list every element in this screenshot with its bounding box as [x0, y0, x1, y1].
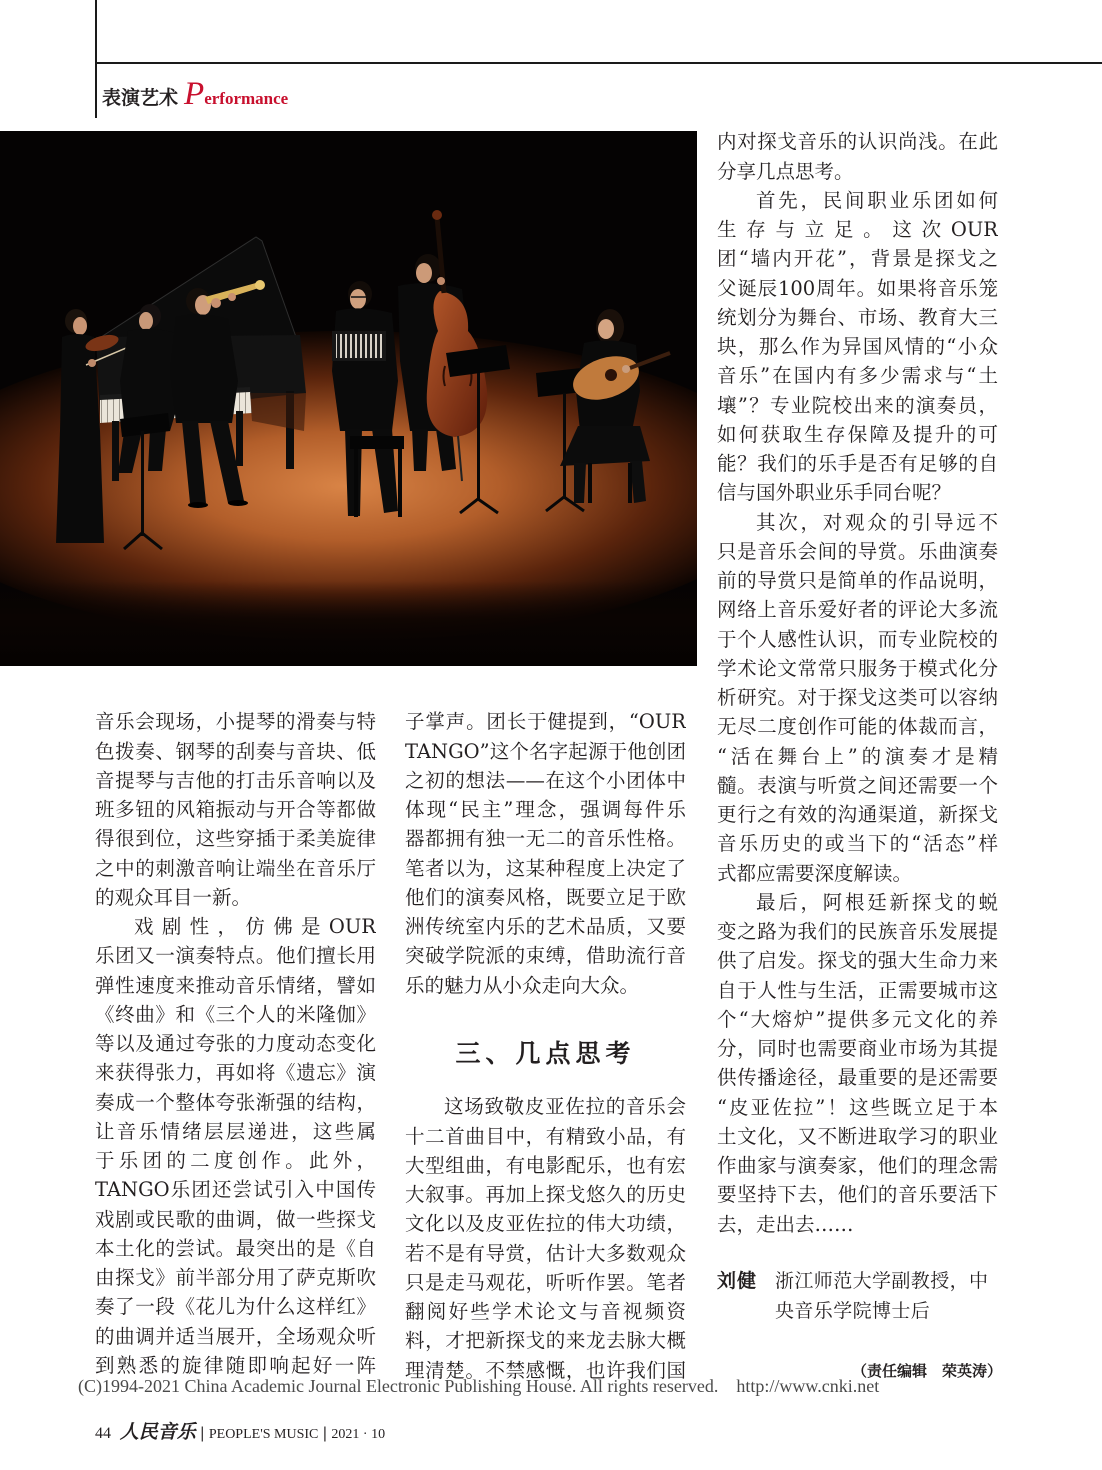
- paragraph: [717, 888, 998, 1239]
- author-block: [717, 1266, 1002, 1326]
- text-line: 的曲调并适当展开，全场观众听: [95, 1324, 376, 1348]
- page-footer: [95, 1420, 385, 1444]
- text-line: 内对探戈音乐的认识尚浅。在此: [717, 130, 998, 154]
- section-title-cn: 表演艺术: [102, 87, 179, 109]
- text-line: 去，走出去……: [717, 1212, 854, 1236]
- text-line: 《终曲》和《三个人的米隆伽》: [95, 1002, 376, 1026]
- paragraph: [717, 127, 998, 186]
- text-line: 髓。表演与听赏之间还需要一个: [717, 773, 998, 797]
- text-line: 大叙事。再加上探戈悠久的历史: [405, 1183, 686, 1207]
- text-line: 供传播途径，最重要的是还需要: [717, 1066, 998, 1090]
- text-line: 这场致敬皮亚佐拉的音乐会: [444, 1095, 686, 1119]
- journal-name-en: PEOPLE'S MUSIC: [208, 1427, 319, 1442]
- text-line: 笔者以为，这某种程度上决定了: [405, 856, 686, 880]
- column-middle-top: [405, 707, 686, 1000]
- text-line: 析研究。对于探戈这类可以容纳: [717, 686, 998, 710]
- page-number: 44: [95, 1425, 111, 1442]
- editor-note: （责任编辑 荣英涛）: [851, 1362, 1002, 1380]
- text-line: 只是音乐会间的导赏。乐曲演奏: [717, 539, 998, 563]
- author-bio: [775, 1266, 988, 1326]
- text-line: 父诞辰100周年。如果将音乐笼: [717, 276, 998, 300]
- text-line: 让音乐情绪层层递进，这些属: [95, 1119, 376, 1143]
- text-line: 大型组曲，有电影配乐，也有宏: [405, 1153, 686, 1177]
- text-line: 无尽二度创作可能的体裁而言，: [717, 715, 998, 739]
- text-line: 作曲家与演奏家，他们的理念需: [717, 1154, 998, 1178]
- header-rule-vertical: [95, 0, 97, 118]
- text-line: 来获得张力，再如将《遗忘》演: [95, 1061, 376, 1085]
- text-line: “活在舞台上”的演奏才是精: [717, 744, 998, 768]
- text-line: 突破学院派的束缚，借助流行音: [405, 944, 686, 968]
- text-line: 色拨奏、钢琴的刮奏与音块、低: [95, 739, 376, 763]
- text-line: 更行之有效的沟通渠道，新探戈: [717, 803, 998, 827]
- text-line: 前的导赏只是简单的作品说明，: [717, 569, 998, 593]
- issue-number: 2021 · 10: [331, 1427, 386, 1442]
- column-middle-bottom: [405, 1092, 686, 1385]
- paragraph: [717, 186, 998, 508]
- paragraph: [405, 707, 686, 1000]
- text-line: 理清楚。不禁感慨，也许我们国: [405, 1358, 686, 1382]
- text-line: 网络上音乐爱好者的评论大多流: [717, 598, 998, 622]
- text-line: 得很到位，这些穿插于柔美旋律: [95, 827, 376, 851]
- paragraph: [405, 1092, 686, 1385]
- text-line: TANGO乐团还尝试引入中国传: [95, 1178, 376, 1202]
- text-line: 学术论文常常只服务于模式化分: [717, 656, 998, 680]
- text-line: 音乐”在国内有多少需求与“土: [717, 364, 998, 388]
- text-line: 生存与立足。这次OUR: [717, 218, 998, 242]
- text-line: 自于人性与生活，正需要城市这: [717, 978, 998, 1002]
- concert-photo: [0, 131, 697, 666]
- text-line: 要坚持下去，他们的音乐要活下: [717, 1183, 998, 1207]
- text-line: 音乐会现场，小提琴的滑奏与特: [95, 710, 376, 734]
- text-line: 其次，对观众的引导远不: [756, 510, 998, 534]
- text-line: 之中的刺激音响让端坐在音乐厅: [95, 856, 376, 880]
- text-line: 分享几点思考。: [717, 159, 854, 183]
- text-line: 最后，阿根廷新探戈的蜕: [756, 890, 998, 914]
- text-line: 料，才把新探戈的来龙去脉大概: [405, 1329, 686, 1353]
- stage-front-edge: [0, 581, 697, 666]
- text-line: 壤”？专业院校出来的演奏员，: [717, 393, 998, 417]
- column-right: [717, 127, 998, 1239]
- text-line: 体现“民主”理念，强调每件乐: [405, 798, 686, 822]
- paragraph: [95, 912, 376, 1380]
- column-left: [95, 707, 376, 1380]
- text-line: 只是走马观花，听听作罢。笔者: [405, 1270, 686, 1294]
- author-bio-line: 浙江师范大学副教授，中: [775, 1270, 989, 1292]
- footer-separator: |: [322, 1424, 328, 1442]
- text-line: 于乐团的二度创作。此外，: [95, 1149, 376, 1173]
- text-line: 器都拥有独一无二的音乐性格。: [405, 827, 686, 851]
- section-title-en: erformance: [204, 89, 289, 108]
- text-line: 分，同时也需要商业市场为其提: [717, 1037, 998, 1061]
- text-line: 音乐历史的或当下的“活态”样: [717, 832, 998, 856]
- text-line: 奏了一段《花儿为什么这样红》: [95, 1295, 376, 1319]
- text-line: 子掌声。团长于健提到，“OUR: [405, 710, 686, 734]
- text-line: 乐的魅力从小众走向大众。: [405, 973, 640, 997]
- text-line: 本土化的尝试。最突出的是《自: [95, 1236, 376, 1260]
- author-bio-line: 央音乐学院博士后: [775, 1300, 931, 1322]
- text-line: 个“大熔炉”提供多元文化的养: [717, 1007, 998, 1031]
- text-line: 洲传统室内乐的艺术品质，又要: [405, 915, 686, 939]
- header-rule-horizontal: [95, 62, 1102, 64]
- text-line: 的观众耳目一新。: [95, 885, 252, 909]
- footer-separator: |: [199, 1424, 205, 1442]
- text-line: 等以及通过夸张的力度动态变化: [95, 1032, 376, 1056]
- text-line: 他们的演奏风格，既要立足于欧: [405, 885, 686, 909]
- text-line: 首先，民间职业乐团如何: [756, 188, 998, 212]
- text-line: 戏剧或民歌的曲调，做一些探戈: [95, 1207, 376, 1231]
- text-line: 戏剧性，仿佛是OUR: [134, 915, 376, 939]
- text-line: 音提琴与吉他的打击乐音响以及: [95, 768, 376, 792]
- section-title-initial: P: [184, 76, 205, 112]
- text-line: 于个人感性认识，而专业院校的: [717, 627, 998, 651]
- text-line: 能？我们的乐手是否有足够的自: [717, 452, 998, 476]
- text-line: 供了启发。探戈的强大生命力来: [717, 949, 998, 973]
- text-line: 十二首曲目中，有精致小品，有: [405, 1124, 686, 1148]
- text-line: 班多钮的风箱振动与开合等都做: [95, 798, 376, 822]
- text-line: 若不是有导赏，估计大多数观众: [405, 1241, 686, 1265]
- text-line: 到熟悉的旋律随即响起好一阵: [95, 1353, 376, 1377]
- text-line: 乐团又一演奏特点。他们擅长用: [95, 944, 376, 968]
- paragraph: [717, 508, 998, 888]
- text-line: 文化以及皮亚佐拉的伟大功绩，: [405, 1212, 686, 1236]
- text-line: 信与国外职业乐手同台呢？: [717, 481, 952, 505]
- section-header: [102, 76, 288, 112]
- text-line: 奏成一个整体夸张渐强的结构，: [95, 1090, 376, 1114]
- text-line: 如何获取生存保障及提升的可: [717, 422, 998, 446]
- author-name: 刘健: [717, 1270, 758, 1292]
- copyright-notice: (C)1994-2021 China Academic Journal Electronic Publishing House. All rights reserved. http://www.cnki.net: [78, 1376, 880, 1396]
- text-line: 由探戈》前半部分用了萨克斯吹: [95, 1266, 376, 1290]
- text-line: 之初的想法——在这个小团体中: [405, 768, 686, 792]
- text-line: 块，那么作为异国风情的“小众: [717, 335, 998, 359]
- section-heading: 三、几点思考: [455, 1039, 636, 1068]
- text-line: 团“墙内开花”，背景是探戈之: [717, 247, 998, 271]
- text-line: TANGO”这个名字起源于他创团: [405, 739, 686, 763]
- paragraph: [95, 707, 376, 912]
- text-line: 式都应需要深度解读。: [717, 861, 913, 885]
- journal-name-cn: 人民音乐: [119, 1421, 196, 1443]
- text-line: 翻阅好些学术论文与音视频资: [405, 1300, 686, 1324]
- text-line: 弹性速度来推动音乐情绪，譬如: [95, 973, 376, 997]
- text-line: 统划分为舞台、市场、教育大三: [717, 305, 998, 329]
- text-line: 变之路为我们的民族音乐发展提: [717, 920, 998, 944]
- text-line: “皮亚佐拉”！这些既立足于本: [717, 1095, 998, 1119]
- text-line: 土文化，又不断进取学习的职业: [717, 1124, 998, 1148]
